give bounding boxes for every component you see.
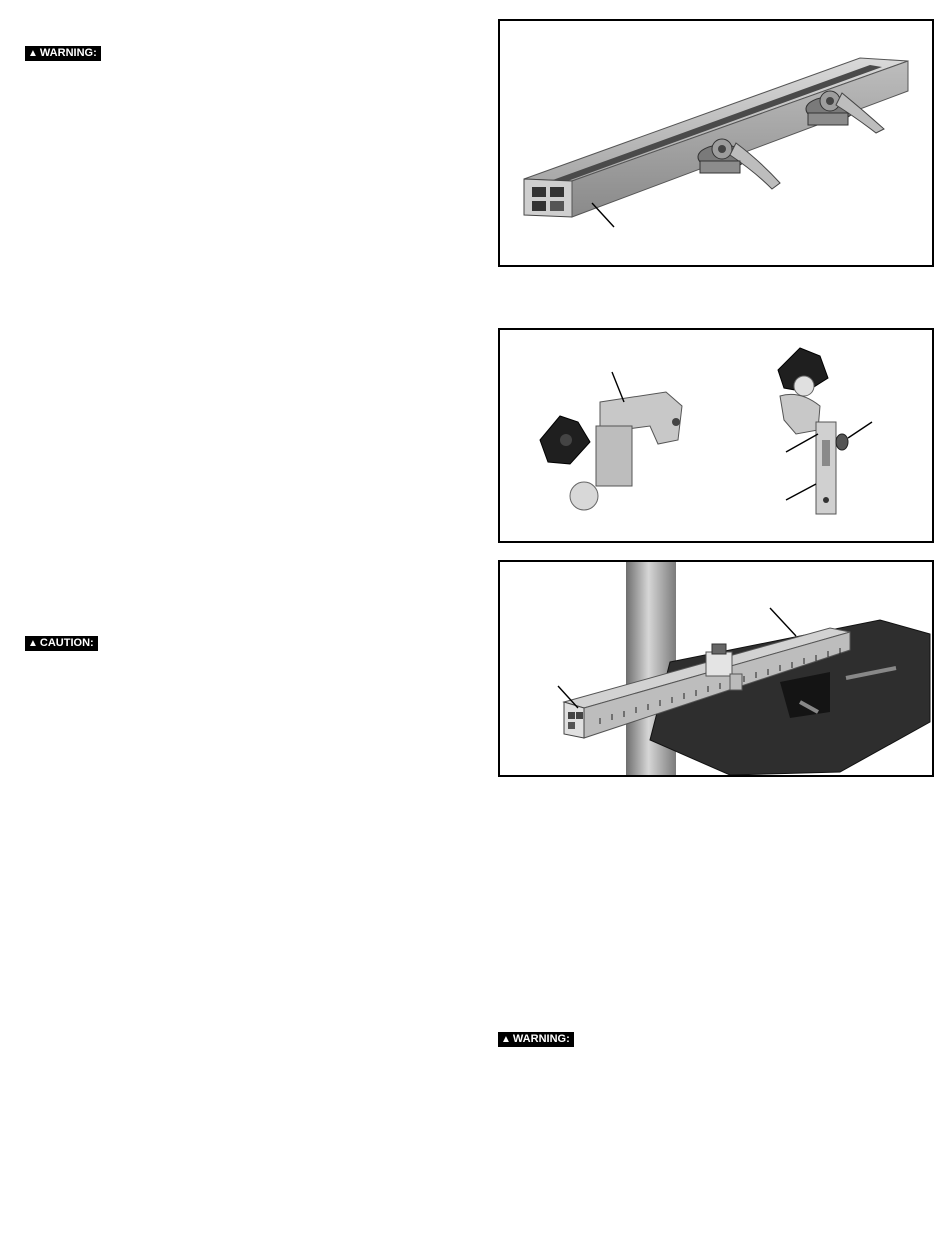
caution-badge — [25, 636, 98, 651]
warning-triangle-icon: ▲ — [501, 1034, 511, 1045]
figure-fence-rail — [498, 19, 934, 267]
fence-on-table-illustration — [500, 562, 932, 775]
clamp-assemblies-illustration — [500, 330, 932, 541]
warning-badge-bottom — [498, 1032, 574, 1047]
figure-clamp-assemblies — [498, 328, 934, 543]
caution-label: CAUTION: — [39, 637, 94, 649]
warning-triangle-icon: ▲ — [28, 48, 38, 59]
warning-badge-top — [25, 46, 101, 61]
figure-fence-on-table — [498, 560, 934, 777]
warning-label: WARNING: — [39, 47, 97, 59]
warning-triangle-icon: ▲ — [28, 638, 38, 649]
fence-rail-illustration — [500, 21, 932, 265]
warning-label: WARNING: — [512, 1033, 570, 1045]
